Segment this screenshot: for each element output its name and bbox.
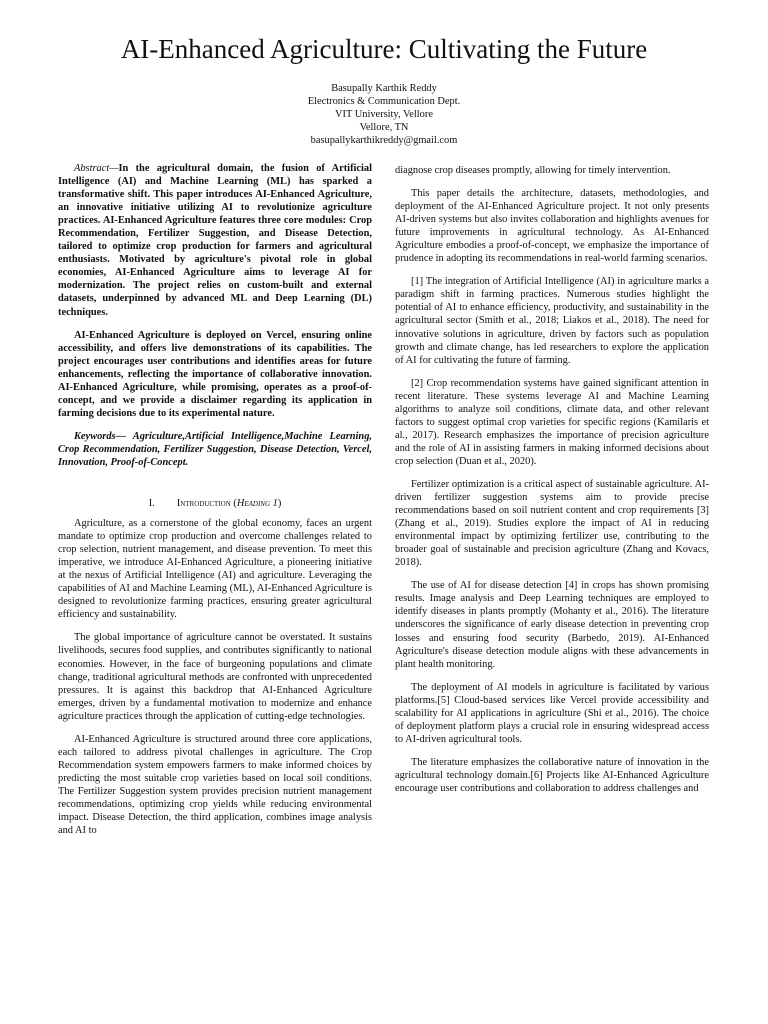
keywords-paragraph	[58, 430, 372, 469]
body-paragraph: [2] Crop recommendation systems have gained significant attention in recent literature. These systems leverage AI and Machine Learning algorithms to analyze soil conditions, climate data, and other relevant factors to suggest optimal crop varieties for specific regions (Kamilaris et al., 2017). Research emphasizes the importance of precision agriculture and the role of AI in assisting farmers in making informed decisions about crop selection (Duan et al., 2020).	[395, 377, 709, 467]
body-paragraph: The literature emphasizes the collaborative nature of innovation in the agricultural technology domain.[6] Projects like AI-Enhanced Agriculture encourage user contributions and collaboration to address challenges and	[395, 756, 709, 794]
author-name: Basupally Karthik Reddy	[331, 83, 437, 94]
paper-title: AI-Enhanced Agriculture: Cultivating the Future	[120, 34, 648, 64]
abstract-lead: Abstract—	[74, 163, 119, 174]
left-column	[58, 162, 372, 847]
body-paragraph: Agriculture, as a cornerstone of the global economy, faces an urgent mandate to optimize crop production and overcome challenges related to crop selection, nutrient management, and disease prevention. To meet this imperative, we introduce AI-Enhanced Agriculture, a pioneering initiative at the nexus of Artificial Intelligence (AI) and agriculture. Leveraging the capabilities of AI and Machine Learning (ML), AI-Enhanced Agriculture is designed to revolutionize farming practices, ensuring greater agricultural efficiency and sustainability.	[58, 518, 372, 621]
section-title-italic: Heading 1	[236, 498, 278, 510]
body-paragraph: Fertilizer optimization is a critical aspect of sustainable agriculture. AI-driven fertilizer suggestion systems aim to provide precise recommendations based on soil nutrient content and crop requirements [3] (Zhang et al., 2019). Studies explore the impact of AI in reducing environmental impact by optimizing fertilizer use, contributing to the broader goal of sustainable and precision agriculture (Zhang and Kovacs, 2018).	[395, 478, 709, 569]
author-block	[0, 82, 768, 147]
abstract-paragraph-1	[58, 162, 372, 319]
abstract-paragraph-2: AI-Enhanced Agriculture is deployed on Vercel, ensuring online accessibility, and offers live demonstrations of its capabilities. The project encourages user contributions and identifies areas for future enhancements, reflecting the importance of collaborative innovation. AI-Enhanced Agriculture, while promising, operates as a proof-of-concept, and we provide a disclaimer regarding its application in farming decisions due to its experimental nature.	[58, 329, 372, 419]
author-university: VIT University, Vellore	[335, 109, 433, 121]
right-column	[395, 164, 709, 805]
section-title: Introduction (	[176, 498, 237, 510]
body-paragraph: The global importance of agriculture cannot be overstated. It sustains livelihoods, secures food supplies, and contributes significantly to national economies. However, in the face of burgeoning populations and climate change, traditional agricultural methods are confronted with unprecedented pressures. It is against this backdrop that AI-Enhanced Agriculture emerges, driven by a fundamental motivation to modernize and enhance agriculture practices through the application of cutting-edge technologies.	[58, 632, 372, 722]
keywords-lead: Keywords—	[74, 430, 126, 442]
body-paragraph: AI-Enhanced Agriculture is structured around three core applications, each tailored to address pivotal challenges in agriculture. The Crop Recommendation system empowers farmers to make informed choices by predicting the most suitable crop varieties based on local soil conditions. The Fertilizer Suggestion system provides precision nutrient management recommendations, optimizing crop yields while reducing environmental impact. Disease Detection, the third application, combines image analysis and AI to	[58, 733, 372, 837]
section-title-close: )	[277, 498, 282, 510]
body-paragraph: This paper details the architecture, datasets, methodologies, and deployment of the AI-Enhanced Agriculture project. It not only presents AI-driven systems but also invites collaboration and highlights avenues for future improvements in agricultural technology. As AI-Enhanced Agriculture embodies a proof-of-concept, we emphasize the importance of prudence in adopting its recommendations in real-world farming scenarios.	[395, 188, 709, 265]
body-paragraph: The use of AI for disease detection [4] in crops has shown promising results. Image analysis and Deep Learning techniques are employed to identify diseases in plants promptly (Mohanty et al., 2016). The literature underscores the significance of early disease detection in preventing crop losses and ensuring food security (Barbedo, 2019). AI-Enhanced Agriculture's disease detection module aligns with these advancements in plant health monitoring.	[395, 580, 709, 670]
keywords-text: Agriculture,Artificial Intelligence,Machine Learning, Crop Recommendation, Fertilizer Suggestion, Disease Detection, Vercel, Innovation, Proof-of-Concept.	[58, 430, 372, 468]
section-heading-introduction	[58, 497, 372, 511]
author-email: basupallykarthikreddy@gmail.com	[310, 135, 458, 147]
body-paragraph: diagnose crop diseases promptly, allowing for timely intervention.	[395, 165, 671, 176]
body-paragraph: The deployment of AI models in agriculture is facilitated by various platforms.[5] Cloud-based services like Vercel provide accessibility and scalability for AI applications in agriculture (Shi et al., 2016). The choice of deployment platform plays a crucial role in ensuring widespread access to AI-driven agricultural tools.	[395, 681, 709, 745]
author-dept: Electronics & Communication Dept.	[307, 96, 461, 108]
body-paragraph: [1] The integration of Artificial Intelligence (AI) in agriculture marks a paradigm shift in farming practices. Numerous studies highlight the potential of AI to enhance efficiency, productivity, and sustainability in the agricultural sector (Smith et al., 2018; Liakos et al., 2018). The need for innovative solutions in agriculture, driven by factors such as population growth and climate change, has led researchers to explore the application of AI for cultivating the future of farming.	[395, 276, 709, 366]
section-number: I.	[148, 498, 155, 510]
abstract-text-1: In the agricultural domain, the fusion of Artificial Intelligence (AI) and Machine Learning (ML) has sparked a transformative shift. This paper introduces AI-Enhanced Agriculture, an innovative initiative utilizing AI to revolutionize agriculture practices. AI-Enhanced Agriculture features three core modules: Crop Recommendation, Fertilizer Suggestion, and Disease Detection, tailored to optimize crop production for farmers and agricultural enthusiasts. Motivated by agriculture's pivotal role in global economies, AI-Enhanced Agriculture aims to leverage AI for modernization. The project relies on custom-built and external datasets, underpinned by advanced ML and Deep Learning (DL) techniques.	[58, 163, 372, 318]
author-city: Vellore, TN	[359, 122, 409, 134]
